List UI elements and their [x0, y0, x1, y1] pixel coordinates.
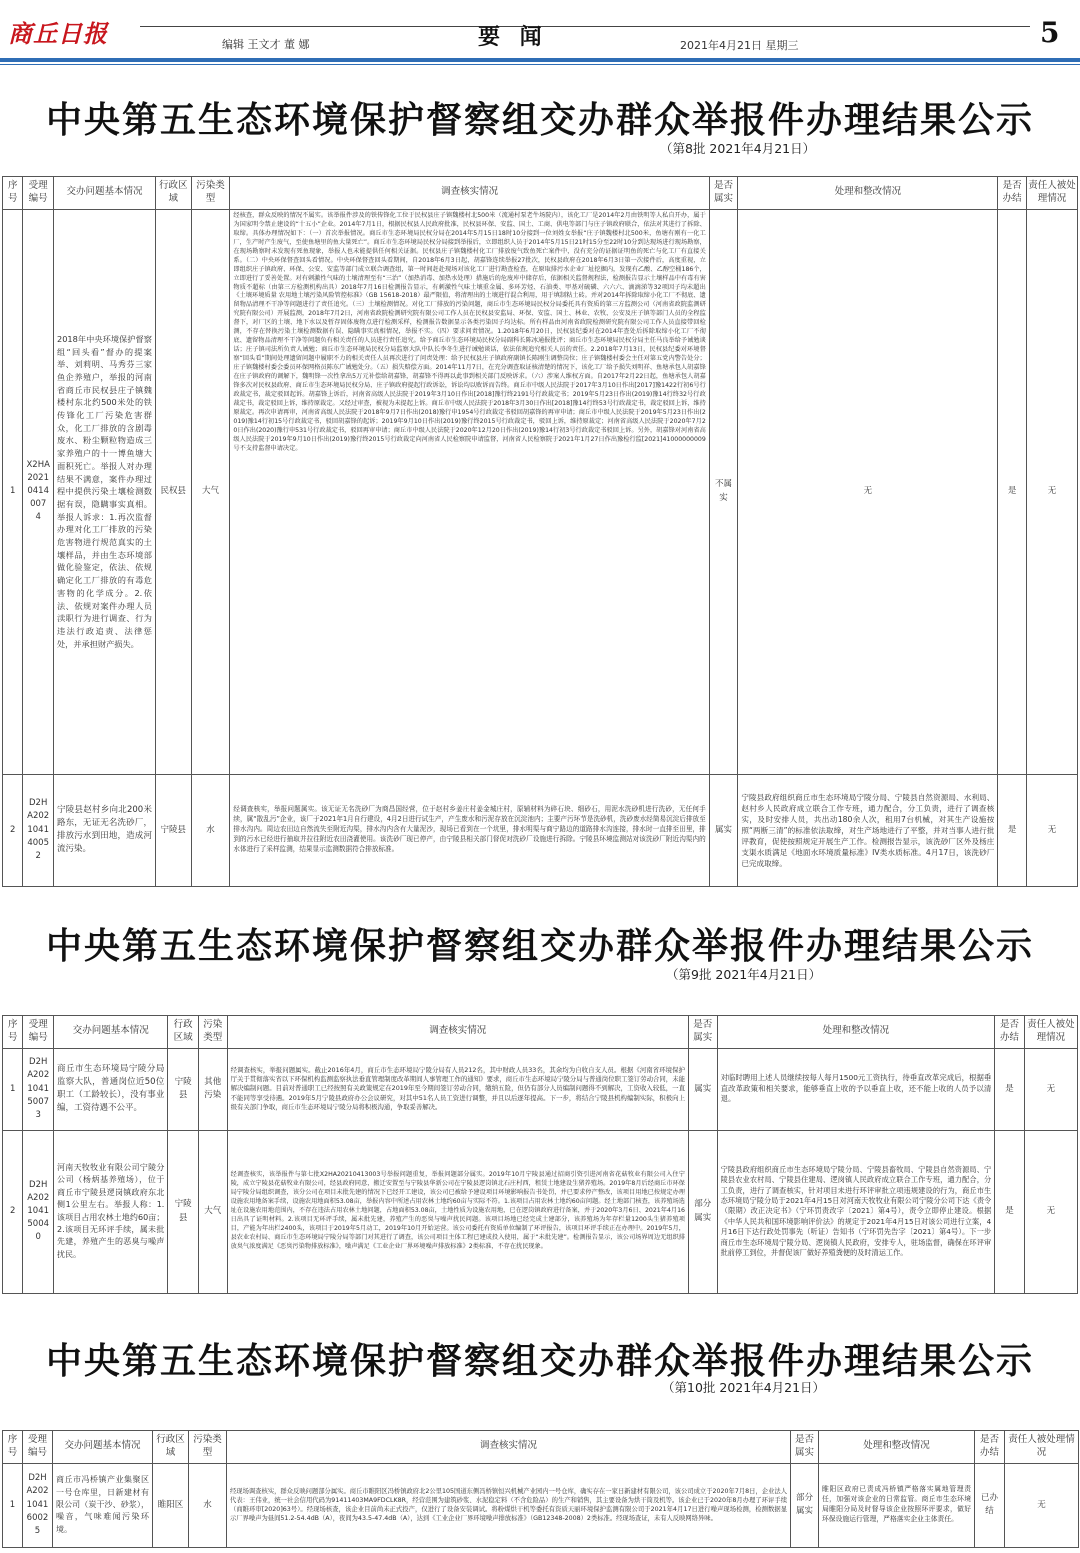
header-region: 行政区域 [155, 177, 191, 210]
cell-closed: 是 [998, 774, 1027, 886]
header-accountability: 责任人被处理情况 [1024, 1016, 1077, 1049]
header-issue: 交办问题基本情况 [53, 177, 155, 210]
cell-verified: 部分属实 [791, 1463, 819, 1547]
paper-logo: 商丘日报 [8, 19, 108, 48]
page-number: 5 [1040, 16, 1060, 49]
header-seq: 序号 [3, 177, 23, 210]
header-verified: 是否属实 [791, 1431, 819, 1464]
table-row [3, 1130, 1078, 1293]
cell-region: 睢阳区 [153, 1463, 189, 1547]
cell-id: D2HA20210414005 2 [23, 774, 54, 886]
header-id: 受理编号 [23, 177, 54, 210]
cell-seq: 1 [3, 1463, 23, 1547]
cell-region: 宁陵县 [168, 1048, 199, 1130]
cell-pollution: 水 [191, 774, 230, 886]
cell-verified: 不属实 [709, 209, 738, 774]
table-row [3, 1048, 1078, 1130]
header-issue: 交办问题基本情况 [53, 1431, 153, 1464]
header-handling: 处理和整改情况 [819, 1431, 975, 1464]
header-region: 行政区域 [168, 1016, 199, 1049]
cell-id: D2HA20210415004 0 [23, 1130, 54, 1293]
header-pollution: 污染类型 [189, 1431, 227, 1464]
block-title: 中央第五生态环境保护督察组交办群众举报件办理结果公示 [45, 99, 1034, 141]
cell-pollution: 大气 [191, 209, 230, 774]
table-row [3, 774, 1078, 886]
cell-pollution: 大气 [198, 1130, 227, 1293]
batch-label: （第8批 2021年4月21日） [660, 141, 816, 156]
header-closed: 是否办结 [995, 1016, 1025, 1049]
header-id: 受理编号 [23, 1431, 53, 1464]
cell-seq: 1 [3, 209, 23, 774]
editor-credit: 编辑 王文才 董 娜 [222, 38, 310, 51]
header-verified: 是否属实 [709, 177, 738, 210]
header-id: 受理编号 [23, 1016, 54, 1049]
cell-issue: 河南天牧牧业有限公司宁陵分公司（杨炳基养殖场），位于商丘市宁陵县逻岗镇政府东北侧1公里左右。举报人称：1.该项目占用农林土地约60亩；2.该项目无环评手续，属未批先建，养殖产生的恶臭与噪声扰民。 [54, 1130, 168, 1293]
cell-region: 宁陵县 [168, 1130, 199, 1293]
cell-investigation: 经现场调查核实，群众反映问题部分属实。商丘市睢阳区冯桥镇政府北2公里105国道东侧冯桥镇恒兴机械产业园内一号仓库，确实存在一家日新建材有限公司，该公司成立于2020年7月8日，企业法人代表：王伟业，统一社会信用代码为91411403MA9FDCLK8R，经营范围为建筑砂浆、水泥稳定料（不含危险品）的生产和销售，其主要设备为烘干筒及机等。该企业已于2020年8月办理了环评手续（商睢环审[2020]63号）。经现场核查，该企业目前尚未正式投产，仅进行了设备安装调试。将粉煤烘干机等委托有资质天丽环境保护监测有限公司于2021年4月17日进行噪声现场检测，检测数据显示厂界噪声为昼间51.2-54.4dB（A），夜间为43.5-47.4dB（A），达到《工业企业厂界环境噪声排放标准》（GB12348-2008）2类标准。经现场查证，未有人反映网络异味。 [227, 1463, 791, 1547]
cell-verified: 部分属实 [689, 1130, 718, 1293]
cell-handling: 睢阳区政府已责成冯桥镇严格落实属地管理责任，加强对该企业的日常监管。商丘市生态环境局睢阳分局及时督导该企业按照环评要求，做好环保设施运行管理，严格落实企业主体责任。 [819, 1463, 975, 1547]
header-verified: 是否属实 [689, 1016, 718, 1049]
table-header-row [3, 1431, 1079, 1464]
header-accountability: 责任人被处理情况 [1026, 177, 1077, 210]
cell-issue: 宁陵县赵村乡向北200米路东，无证无名洗砂厂，排放污水到田地，造成河流污染。 [53, 774, 155, 886]
header-accountability: 责任人被处理情况 [1005, 1431, 1079, 1464]
cell-pollution: 其他污染 [198, 1048, 227, 1130]
header-closed: 是否办结 [998, 177, 1027, 210]
cell-handling: 对临时聘用上述人员继续按每人每月1500元工资执行，待垂直改革完成后，根据垂直改革政策和相关要求，能够垂直上收的予以垂直上收，还不能上收的人员予以清退。 [717, 1048, 995, 1130]
cell-issue: 商丘市冯桥镇产业集聚区一号仓库里，日新建材有限公司（炭干沙、砂浆），噪音，气味难闻污染环境。 [53, 1463, 153, 1547]
block-title: 中央第五生态环境保护督察组交办群众举报件办理结果公示 [45, 1340, 1034, 1382]
header-seq: 序号 [3, 1431, 23, 1464]
cell-accountability: 无 [1024, 1130, 1077, 1293]
result-table [2, 176, 1078, 887]
cell-id: X2HA20210414007 4 [23, 209, 54, 774]
cell-accountability: 无 [1026, 774, 1077, 886]
cell-verified: 属实 [689, 1048, 718, 1130]
cell-seq: 2 [3, 774, 23, 886]
cell-investigation: 经调查核实，举报问题属实。截止2016年4月，商丘市生态环境局宁陵分局有人员212名，其中财政人员33名，其余均为自收自支人员。根据《河南省环境保护厅关于贯彻落实省以下环保机构监测监察执法垂直管理制度改革期间人事管理工作的通知》要求，商丘市生态环境局宁陵分局与普通岗位职工签订劳动合同，未能解决编制问题。目前对普通职工已经按照有关政策规定在2019年至今期间签订劳动合同，缴纳五险，但仍有部分人员编制问题得不到解决，工资收入较低，一直不能同等享受待遇。2019年5月宁陵县政府办公会议研究，对其中51名人员工资进行调整，并且以后逐年提高。下一步，将结合宁陵县机构编制实际，积极向上级有关部门争取，商丘市生态环境局宁陵分局将积极沟通，争取妥善解决。 [227, 1048, 688, 1130]
cell-region: 宁陵县 [155, 774, 191, 886]
header-handling: 处理和整改情况 [717, 1016, 995, 1049]
cell-seq: 2 [3, 1130, 23, 1293]
table-header-row [3, 1016, 1078, 1049]
table-row [3, 1463, 1079, 1547]
masthead-rule [140, 26, 1030, 27]
header-investigation: 调查核实情况 [230, 177, 709, 210]
header-handling: 处理和整改情况 [738, 177, 998, 210]
cell-closed: 是 [998, 209, 1027, 774]
cell-closed: 已办结 [975, 1463, 1005, 1547]
result-table [2, 1015, 1078, 1294]
cell-seq: 1 [3, 1048, 23, 1130]
masthead-line [0, 64, 1080, 65]
cell-id: D2HA20210416002 5 [23, 1463, 53, 1547]
batch-label: （第9批 2021年4月21日） [666, 967, 822, 982]
cell-issue: 商丘市生态环境局宁陵分局监察大队，普通岗位近50位职工（工龄较长），没有事业编，工资待遇不公平。 [54, 1048, 168, 1130]
section-name: 要 闻 [478, 24, 548, 50]
cell-accountability: 无 [1024, 1048, 1077, 1130]
cell-closed: 是 [995, 1048, 1025, 1130]
header-seq: 序号 [3, 1016, 23, 1049]
cell-investigation: 经调查核实，举报问题属实。该无证无名洗砂厂为商昌国经营，位于赵村乡姜庄村姜金城庄村，原辅材料为碎石块、细砂石，用泥水洗砂机进行洗砂，无任何手续，属“散乱污”企业，该厂于2021年1月自行建设，4月2日进行试生产，产生废水和污泥存放在沉淀池内；主要产污环节是洗砂机，洗砂废水经简易沉淀后排放至排水沟内。周边农田边自然流失至附近沟渠，排水沟内含有大量泥沙，现场已看到在一个坑里，排水明渠与商宁路边的道路排水沟连接，排水时一直排至田里，排到的污水已经进行抽取并拉往附近农田浇灌使用。该洗砂厂现已停产，由宁陵县相关部门督促对洗砂厂设施进行拆除。宁陵县环境监测站对该洗砂厂附近沟渠内的水体进行了采样监测，结果显示监测数据符合排放标准。 [230, 774, 709, 886]
cell-id: D2HA20210415007 3 [23, 1048, 54, 1130]
block-title: 中央第五生态环境保护督察组交办群众举报件办理结果公示 [45, 925, 1034, 967]
header-investigation: 调查核实情况 [227, 1016, 688, 1049]
cell-pollution: 水 [189, 1463, 227, 1547]
batch-label: （第10批 2021年4月21日） [662, 1380, 826, 1395]
header-pollution: 污染类型 [191, 177, 230, 210]
header-region: 行政区域 [153, 1431, 189, 1464]
cell-region: 民权县 [155, 209, 191, 774]
masthead [0, 0, 1080, 62]
cell-handling: 宁陵县政府组织商丘市生态环境局宁陵分局、宁陵县畜牧局、宁陵县自然资源局、宁陵县农业农村局、宁陵县住建局、逻岗镇人民政府成立联合工作专班，通力配合，分工负责，进行了调查核实，针对项目未进行环评审批立项违规建设的行为，商丘市生态环境局宁陵分局于2021年4月15日对河南天牧牧业有限公司宁陵分公司下达《责令（限期）改正决定书》（宁环罚责改字〔2021〕第4号），责令立即停止建设。根据《中华人民共和国环境影响评价法》的规定于2021年4月15日对该公司进行立案，4月16日下达行政处罚事先（听证）告知书（宁环罚先告字〔2021〕第4号）。下一步商丘市生态环境局宁陵分局、逻岗镇人民政府，安排专人，驻场监督，确保在环评审批前停工到位，并督促该厂做好养殖粪便的及时清运工作。 [717, 1130, 995, 1293]
header-issue: 交办问题基本情况 [54, 1016, 168, 1049]
table-row [3, 209, 1078, 774]
cell-investigation: 经调查核实，该举报件与第七批X2HA20210413003号举报问题重复，举报问题部分属实。2019年10月宁陵县通过招商引资引进河南省花菇牧业有限公司入住宁陵，成立宁陵县花菇牧业有限公司，经县政府同意，搬迁安置至与宁陵县华新公司在宁陵县逻岗镇北石庄村西，租赁土地建设生猪养殖场。2019年8月后经商丘市环保局宁陵分局组织调查，该分公司在项目未批先建的情况下已经开工建设，该公司已被给予建设项目环境影响报告书处罚，并已要求停产整改，该项目用地已按规定办理设施农用地备案手续，设施农用地面积53.08亩，举报内容中所述占用农林土地约60亩与实际不符。1.该项目占用农林土地约60亩问题。经土地部门核查，该养殖场选址在设施农用地范围内，不存在违法占用农林土地问题，占地面积53.08亩，土地性质为设施农用地，已在逻岗镇政府进行备案，并于2020年3月6日、2021年4月16日出具了证明材料。2.该项目无环评手续，属未批先建，养殖产生的恶臭与噪声扰民问题。该项目场地已经完成土建部分，该养殖场为年存栏量1200头生猪养殖项目，产能为年出栏2400头，该项目于2019年5月动工，2019年10月开始运营。该公司委托有资质单位编制了环评报告，该项目环评手续正在办理中。2019年5月，县农业农村局、商丘市生态环境局宁陵分局等部门对其进行了调查，该公司项目主体工程已建成投入使用，属于“未批先建”。检测报告显示，该公司场界周边无组织排放臭气浓度满足《恶臭污染物排放标准》，噪声满足《工业企业厂界环境噪声排放标准》2类标准，不存在扰民现象。 [227, 1130, 688, 1293]
header-investigation: 调查核实情况 [227, 1431, 791, 1464]
table-header-row [3, 177, 1078, 210]
masthead-bar [0, 58, 1080, 62]
cell-investigation: 经核查，群众反映的情况不属实。该举报件涉及的铁传锋化工位于民权县庄子镇魏楼村北500米（流通村泵老牛场院内），该化工厂是2014年2月由铁明等人私自开办，属于为国家明令禁止建设的“十五小”企业。2014年7月1日，根据民权县人民政府批准，民权县环保、安监、国土、工商、供电等部门与庄子镇政府联合，依法对其进行了拆除、取缔。具体办理情况如下：（一）首次举报情况。商丘市生态环境局民权分局在2014年5月15日18时10分接到一位刘姓女举报“庄子镇魏楼村北500米，鱼塘有刚有一化工厂，生产时产生废气，至使鱼塘里的鱼大量死亡”。商丘市生态环境局民权分局接到举报后，立即组织人员于2014年5月15日21时15分至22时10分到达现场进行现场勘察，在现场勘察时未发现有死鱼现象，举报人也未能提供任何相关证据。民权县庄子镇魏楼村化工厂排放废气致鱼死亡案件中，没有充分的证据证明鱼的死亡与化工厂有直接关系。（二）中央环保督查回头看情况。中央环保督查回头看期间，自2018年6月3日起，胡嘉锋连续举报27批次，民权县政府在2018年6月3日第一次接件后，高度重视，立即组织庄子镇政府、环保、公安、安监等部门成立联合调查组，第一时间赶赴现场对该化工厂进行勘查检查，在原取排污水企业厂址挖掘内，发现有乙酸、乙醇空桶186个，立即进行了妥善处置。对有刺激性气味的土壤清理至有“三治”（加热消毒、加热水处理）措施后的危废库中储存后，依据相关监督规程法，检测报告显示土壤样品中有毒有害物质不超标（由第三方检测机构出具）2018年7月16日检测报告显示，有刺激性气味土壤重金属、多环芳烃、石油类、甲基对硫磷、六六六、滴滴涕等32项因子均未超出《土壤环境质量 农用地土壤污染风险管控标准》（GB 15618-2018）最严限值，将清理出的土壤进行混合利用，用于填制粘土砖。并对2014年拆除取缔小化工厂不彻底、遗留物品清理不干净等问题进行了责任追究。（三）土壤检测情况。对化工厂排放的污染问题，商丘市生态环境局民权分局委托具有资质的第三方监测公司（河南省政院监测研究院有限公司）开展监测，2018年7月2日，河南省政院检测研究院有限公司工作人员在民权县安监局、环保、安监、国土、林业、农牧、公安及庄子镇等部门人员的全程监督下，对厂区的土壤、地下水以及暂存固体废物点进行检测采样，检测报告数据显示各类污染因子均达标。所有样品由河南省政院检测研究院有限公司工作人员直接带回检测，不存在替换污染土壤检测数据有误、隐瞒事实真相情况，举报不实。（四）要求问责情况。1.2018年6月20日，民权县纪委对在2014年查处后拆除取缔小化工厂不彻底、遗留物品清理不干净等问题负有相关责任的人员进行责任追究。给予商丘市生态环境局民权分局副科长陈冰通报批评；商丘市生态环境局民权分局主任马良举给予诫勉谈话；庄子镇司法所负责人诫勉；商丘市生态环境局民权分局监察大队中队长李冬生进行诫勉谈话，依法依规追究相关人员的责任。2.2018年7月13日，民权县纪委对环境督察“回头看”期间处理遗留问题中履职不力的相关责任人员再次进行了问责处理：给予民权县庄子镇政府副镇长陈刚生调整岗位；庄子镇魏楼村委会主任对第五党内警告处分；庄子镇魏楼村委会委员环保网格员陈东广诫勉处分。（五）损失赔偿方面。2014年11月7日，在充分调查取证核清楚的情况下，该化工厂给予损失刘明祥、鱼塘承包人胡嘉锋在庄子镇政府的调解下，魏明锋一次性拿出5万元补偿给胡嘉锋，胡嘉锋不得再以此事到相关部门反映诉求。（六）涉案人维权方面。自2017年2月22日起，鱼塘承包人胡嘉锋多次对民权县政府、商丘市生态环境局民权分局、庄子镇政府提起行政诉讼，诉讼均以败诉而告终。商丘市中级人民法院于2017年3月10日作出[2017]豫1422行初6号行政裁定书，裁定驳回起诉。胡嘉锋上诉后，河南省高级人民法院于2019年3月10日作出[2018]豫行终2191号行政裁定书；2019年5月23日作出(2019)豫14行终32号行政裁定书，裁定驳回上诉，维持原裁定。又经过审查，被视为未提起上诉。商丘市中级人民法院于2018年3月30日作出[2018]豫14行终53号行政裁定书，裁定驳回上诉，维持原裁定。再次申请再审，河南省高级人民法院于2018年9月7日作出(2018)豫行申1954号行政裁定书驳回胡嘉锋的再审申请；商丘市中级人民法院于2019年5月23日作出(2019)豫14行初15号行政裁定书，驳回胡嘉锋的起诉；2019年9月10日作出(2019)豫行终2015号行政裁定书，驳回上诉，维持原裁定；河南省高级人民法院于2020年7月20日作出(2020)豫行申531号行政裁定书，驳回再审申请；商丘市中级人民法院于2020年12月20日作出(2019)豫14行初3号行政裁定书驳回上诉。另外，胡嘉锋对河南省高级人民法院于2019年9月10日作出(2019)豫行终2015号行政裁定向河南省人民检察院申请监督，河南省人民检察院于2021年1月27日作出豫检行监[2021]41000000009号不支持监督申请决定。 [230, 209, 709, 774]
result-table [2, 1430, 1079, 1548]
cell-closed: 是 [995, 1130, 1025, 1293]
issue-date: 2021年4月21日 星期三 [680, 39, 799, 52]
cell-handling: 宁陵县政府组织商丘市生态环境局宁陵分局、宁陵县自然资源局、水利局、赵村乡人民政府成立联合工作专班，通力配合，分工负责，进行了调查核实，及时安排人员，共出动180余人次，租用7台机械，对其生产设施按照“两断三清”的标准依法取缔，对生产场地进行了平整，并对当事人进行批评教育，促使按照规定开展生产工作。检测报告显示，该洗砂厂区外及杨庄支渠水质满足《地面水环境质量标准》IV类水质标准。4月17日，该洗砂厂已完成取缔。 [738, 774, 998, 886]
cell-handling: 无 [738, 209, 998, 774]
cell-accountability: 无 [1005, 1463, 1079, 1547]
header-pollution: 污染类型 [198, 1016, 227, 1049]
header-closed: 是否办结 [975, 1431, 1005, 1464]
cell-accountability: 无 [1026, 209, 1077, 774]
cell-verified: 属实 [709, 774, 738, 886]
cell-issue: 2018年中央环境保护督察组“回头看”督办的提案举、刘莉明、马秀芬三家鱼企养殖户，举报的河南省商丘市民权县庄子镇魏楼村东北约500米处的铁传锋化工厂污染危害群众，化工厂排放的含剧毒废水、粉尘颗粒物造成三家养殖户的十一博鱼塘大面积死亡。举报人对办理结果不满意，案件办理过程中提供污染土壤检测数据有误，隐瞒事实真相。举报人诉求：1.再次监督办理对化工厂排放的污染危害物进行规范真实的土壤样品，并由生态环境部做化验鉴定，依法、依规确定化工厂排放的有毒危害物的化学成分。2.依法、依规对案件办理人员渎职行为进行调查、行为违法行政追责、法律惩处，并承担财产损失。 [53, 209, 155, 774]
